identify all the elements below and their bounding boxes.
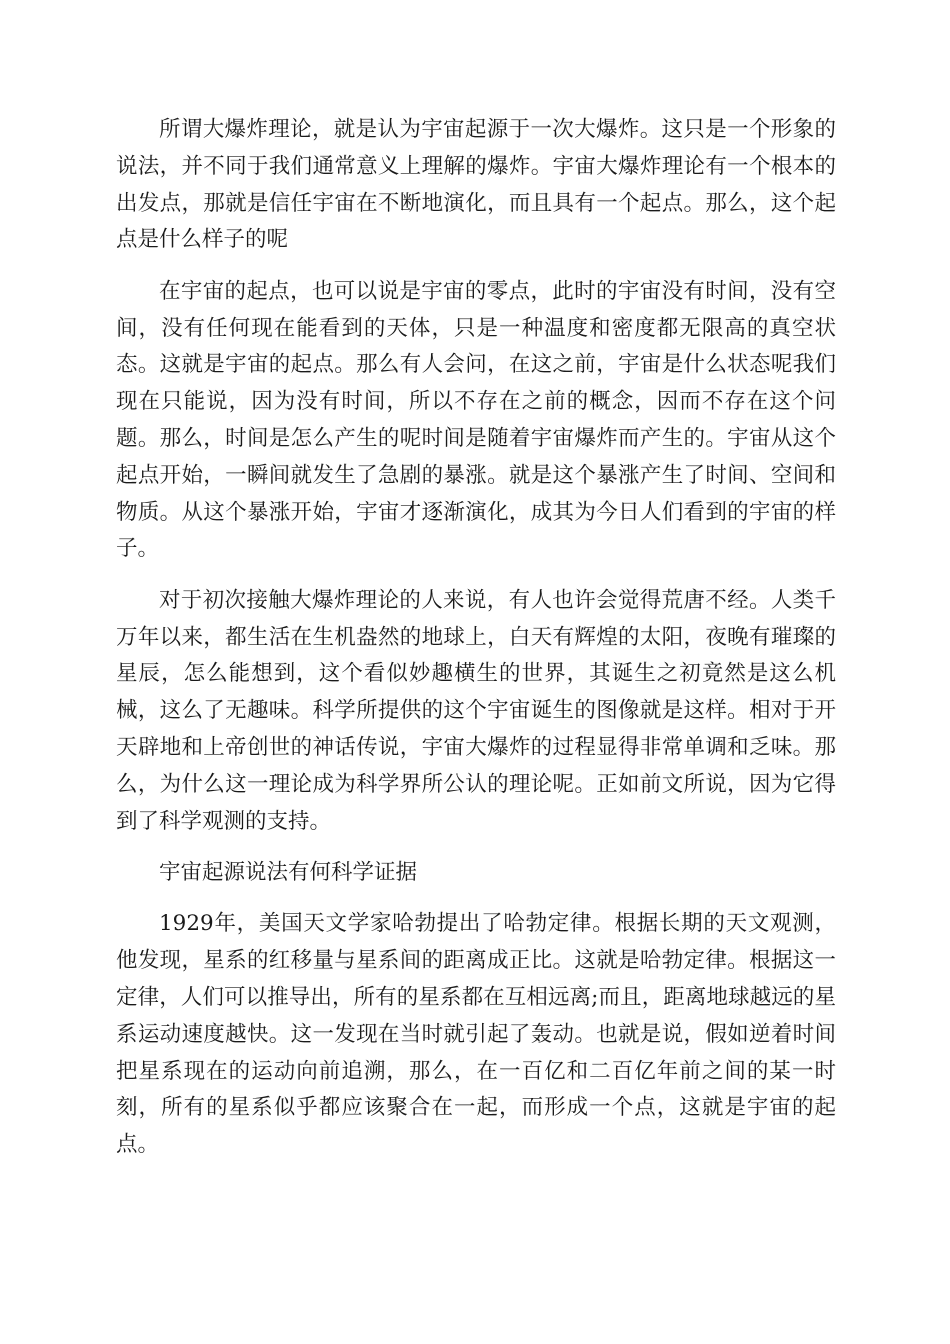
paragraph-big-bang-intro: 所谓大爆炸理论，就是认为宇宙起源于一次大爆炸。这只是一个形象的说法，并不同于我们通常意义上理解的爆炸。宇宙大爆炸理论有一个根本的出发点，那就是信任宇宙在不断地演化，而且具有一个起点。那么，这个起点是什么样子的呢: [116, 117, 836, 253]
paragraph-reaction-to-theory: 对于初次接触大爆炸理论的人来说，有人也许会觉得荒唐不经。人类千万年以来，都生活在生机盎然的地球上，白天有辉煌的太阳，夜晚有璀璨的星辰，怎么能想到，这个看似妙趣横生的世界，其诞生之初竟然是这么机械，这么了无趣味。科学所提供的这个宇宙诞生的图像就是这样。相对于开天辟地和上帝创世的神话传说，宇宙大爆炸的过程显得非常单调和乏味。那么，为什么这一理论成为科学界所公认的理论呢。正如前文所说，因为它得到了科学观测的支持。: [116, 587, 836, 834]
section-heading-scientific-evidence: 宇宙起源说法有何科学证据: [159, 859, 418, 885]
document-body: [116, 112, 836, 1178]
paragraph-hubble-law: 1929年，美国天文学家哈勃提出了哈勃定律。根据长期的天文观测，他发现，星系的红移量与星系间的距离成正比。这就是哈勃定律。根据这一定律，人们可以推导出，所有的星系都在互相远离;而且，距离地球越远的星系运动速度越快。这一发现在当时就引起了轰动。也就是说，假如逆着时间把星系现在的运动向前追溯，那么，在一百亿和二百亿年前之间的某一时刻，所有的星系似乎都应该聚合在一起，而形成一个点，这就是宇宙的起点。: [116, 911, 836, 1158]
paragraph-universe-origin-point: 在宇宙的起点，也可以说是宇宙的零点，此时的宇宙没有时间，没有空间，没有任何现在能看到的天体，只是一种温度和密度都无限高的真空状态。这就是宇宙的起点。那么有人会问，在这之前，宇宙是什么状态呢我们现在只能说，因为没有时间，所以不存在之前的概念，因而不存在这个问题。那么，时间是怎么产生的呢时间是随着宇宙爆炸而产生的。宇宙从这个起点开始，一瞬间就发生了急剧的暴涨。就是这个暴涨产生了时间、空间和物质。从这个暴涨开始，宇宙才逐渐演化，成其为今日人们看到的宇宙的样子。: [116, 278, 836, 562]
